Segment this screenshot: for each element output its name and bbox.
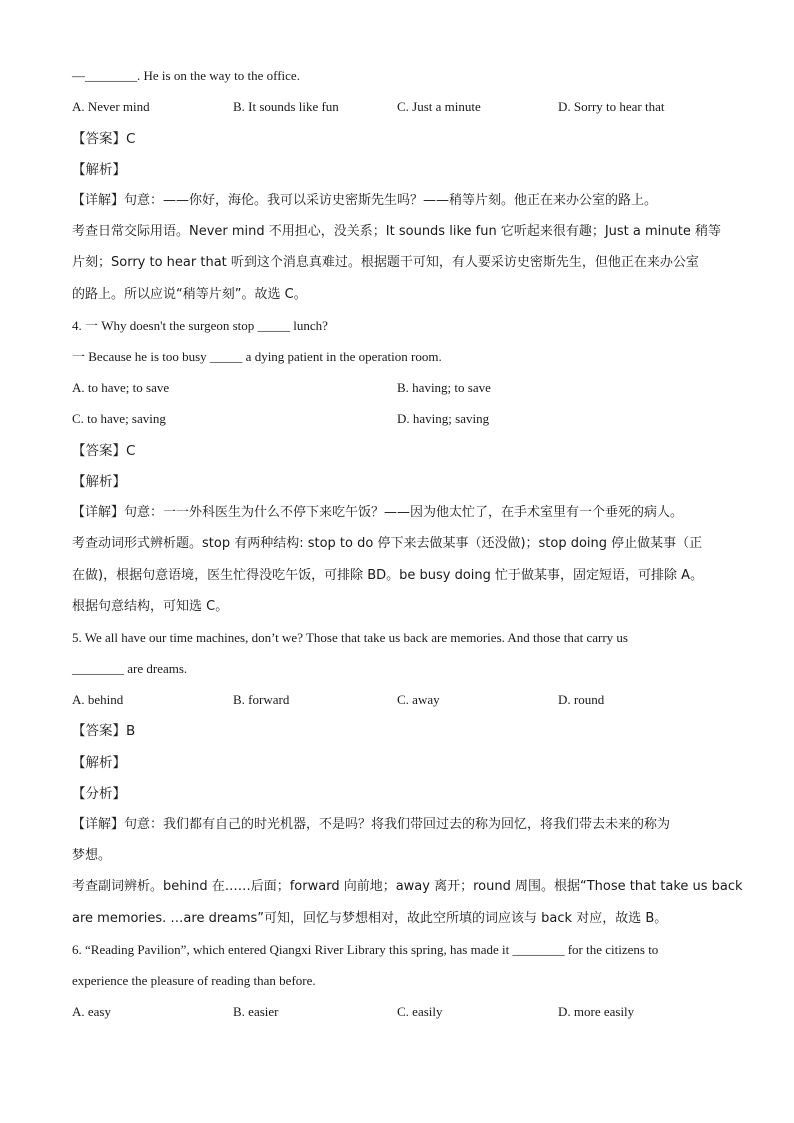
q4-option-d: D. having; saving — [397, 411, 490, 426]
q3-detail-line-2: 考查日常交际用语。Never mind 不用担心，没关系；It sounds like fun 它听起来很有趣；Just a minute 稍等 — [72, 224, 721, 239]
q5-option-b: B. forward — [233, 692, 290, 707]
q4-detail-line-3: 在做)，根据句意语境，医生忙得没吃午饭，可排除 BD。be busy doing 忙于做某事，固定短语，可排除 A。 — [72, 568, 704, 583]
q3-option-d: D. Sorry to hear that — [558, 99, 665, 114]
q6-stem-line-1: 6. “Reading Pavilion”, which entered Qiangxi River Library this spring, has made it ________ for the citizens to — [72, 942, 659, 957]
q3-option-c: C. Just a minute — [397, 99, 481, 114]
q5-fenxi-label: 【分析】 — [72, 786, 126, 802]
q4-stem-line-2: 一 Because he is too busy _____ a dying patient in the operation room. — [72, 349, 442, 364]
q6-option-a: A. easy — [72, 1004, 111, 1019]
q4-option-b: B. having; to save — [397, 380, 491, 395]
q4-detail-line-2: 考查动词形式辨析题。stop 有两种结构: stop to do 停下来去做某事（还没做)；stop doing 停止做某事（正 — [72, 536, 703, 551]
q6-option-c: C. easily — [397, 1004, 443, 1019]
q4-detail-line-1: 【详解】句意：一一外科医生为什么不停下来吃午饭？——因为他太忙了，在手术室里有一个垂死的病人。 — [72, 505, 684, 520]
q5-detail-line-1: 【详解】句意：我们都有自己的时光机器，不是吗？将我们带回过去的称为回忆，将我们带去未来的称为 — [72, 817, 671, 832]
q4-answer: 【答案】C — [72, 443, 136, 459]
q3-detail-line-1: 【详解】句意：——你好，海伦。我可以采访史密斯先生吗？——稍等片刻。他正在来办公室的路上。 — [72, 193, 658, 208]
q3-stem-line: —________. He is on the way to the office. — [72, 68, 300, 83]
q6-option-b: B. easier — [233, 1004, 279, 1019]
q6-option-d: D. more easily — [558, 1004, 635, 1019]
q5-detail-line-2: 梦想。 — [72, 848, 112, 863]
q3-detail-line-3: 片刻；Sorry to hear that 听到这个消息真难过。根据题干可知，有人要采访史密斯先生，但他正在来办公室 — [72, 255, 699, 270]
q5-stem-line-2: ________ are dreams. — [72, 661, 188, 676]
q3-option-b: B. It sounds like fun — [233, 99, 339, 114]
q5-option-c: C. away — [397, 692, 440, 707]
q4-analysis-label: 【解析】 — [72, 474, 126, 490]
q4-option-a: A. to have; to save — [72, 380, 170, 395]
q4-stem-line-1: 4. 一 Why doesn't the surgeon stop _____ lunch? — [72, 318, 328, 333]
q5-answer: 【答案】B — [72, 723, 136, 739]
q3-analysis-label: 【解析】 — [72, 162, 126, 178]
q3-detail-line-4: 的路上。所以应说“稍等片刻”。故选 C。 — [72, 287, 307, 302]
q3-option-a: A. Never mind — [72, 99, 150, 114]
q5-option-d: D. round — [558, 692, 605, 707]
q4-detail-line-4: 根据句意结构，可知选 C。 — [72, 599, 229, 614]
q5-detail-line-4: are memories. …are dreams”可知，回忆与梦想相对，故此空所填的词应该与 back 对应，故选 B。 — [72, 911, 668, 926]
q5-stem-line-1: 5. We all have our time machines, don’t we? Those that take us back are memories. And those that carry us — [72, 630, 628, 645]
q4-option-c: C. to have; saving — [72, 411, 166, 426]
q6-stem-line-2: experience the pleasure of reading than before. — [72, 973, 316, 988]
q5-analysis-label: 【解析】 — [72, 755, 126, 771]
q5-option-a: A. behind — [72, 692, 124, 707]
q5-detail-line-3: 考查副词辨析。behind 在……后面；forward 向前地；away 离开；round 周围。根据“Those that take us back — [72, 879, 743, 894]
q3-answer: 【答案】C — [72, 131, 136, 147]
